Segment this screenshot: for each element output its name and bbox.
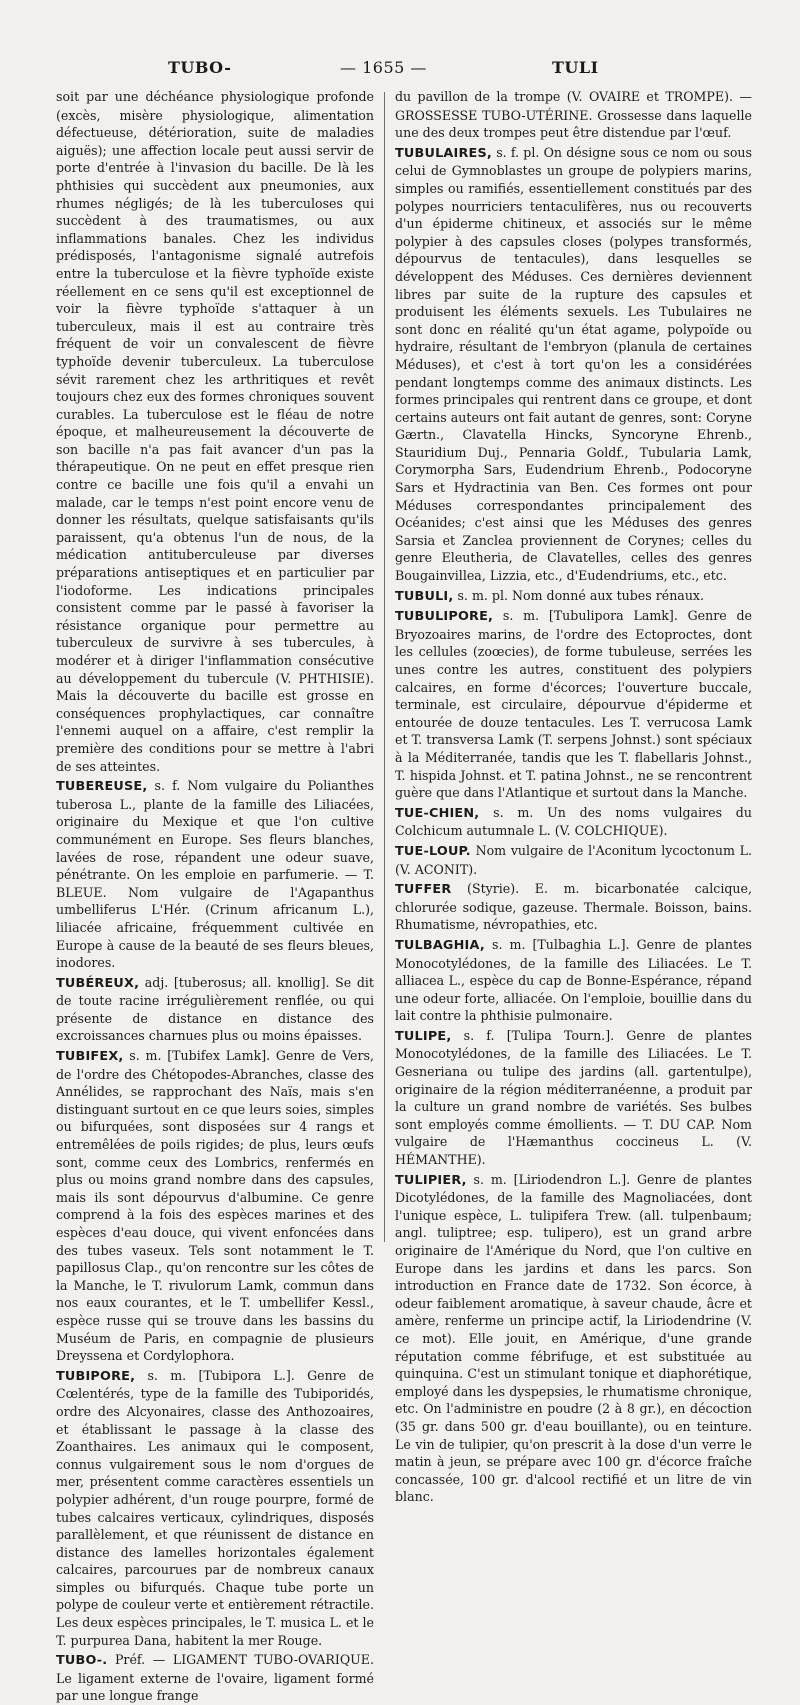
entry-text: s. m. [Liriodendron L.]. Genre de plantes Dicotylédones, de la famille des Magnoliacées, dont l'unique espèce, L. tulipifera Trew. (all. tulpenbaum; angl. tuliptree; esp. tulipero), est un grand arbre originaire de l'Amérique du Nord, que l'on cultive en Europe dans les jardins et dans les parcs. Son introduction en France date de 1732. Son écorce, à odeur faiblement aromatique, à saveur chaude, âcre et amère, renferme un principe actif, la Liriodendrine (V. ce mot). Elle jouit, en Amérique, d'une grande réputation comme fébrifuge, et est substituée au quinquina. C'est un stimulant tonique et diaphorétique, employé dans les dyspepsies, le rhumatisme chronique, etc. On l'administre en poudre (2 à 8 gr.), en décoction (35 gr. dans 500 gr. d'eau bouillante), ou en teinture. Le vin de tulipier, qu'on prescrit à la dose d'un verre le matin à jeun, se prépare avec 100 gr. d'écorce fraîche concassée, 100 gr. d'alcool rectifié et un litre de vin blanc.	[395, 1171, 752, 1505]
entry-text: adj. [tuberosus; all. knollig]. Se dit de toute racine irrégulièrement renflée, ou qui présente de distance en distance des excroissances charnues plus ou moins épaisses.	[56, 974, 374, 1044]
entry-text: du pavillon de la trompe (V. OVAIRE et TROMPE). — GROSSESSE TUBO-UTÉRINE. Grossesse dans laquelle une des deux trompes peut être distendue par l'œuf.	[395, 89, 752, 141]
entry-text: s. m. [Tulbaghia L.]. Genre de plantes Monocotylédones, de la famille des Liliacées. Le T. alliacea L., espèce du cap de Bonne-Espérance, répand une odeur forte, alliacée. On l'emploie, bouillie dans du lait contre la phthisie pulmonaire.	[395, 936, 752, 1024]
header-right-guideword: TULI	[552, 58, 599, 77]
entry-headword: TUBULAIRES,	[395, 145, 492, 161]
entry-text: s. f. pl. On désigne sous ce nom ou sous celui de Gymnoblastes un groupe de polypiers marins, simples ou ramifiés, essentiellement constitués par des polypes nourriciers tentaculifères, nus ou recouverts d'un épiderme chitineux, et associés sur le même polypier à des capsules closes (polypes transformés, dépourvus de tentacules), dans lesquelles se développent des Méduses. Ces dernières deviennent libres par suite de la rupture des capsules et produisent les éléments sexuels. Les Tubulaires ne sont donc en réalité qu'un état agame, polypoïde ou hydraire, résultant de l'embryon (planula de certaines Méduses), et c'est à tort qu'on les a considérées pendant longtemps comme des animaux distincts. Les formes principales qui rentrent dans ce groupe, et dont certains auteurs ont fait autant de genres, sont: Coryne Gærtn., Clavatella Hincks, Syncoryne Ehrenb., Stauridium Duj., Pennaria Goldf., Tubularia Lamk, Corymorpha Sars, Eudendrium Ehrenb., Podocoryne Sars et Hydractinia van Ben. Ces formes ont pour Méduses correspondantes principalement des Océanides; c'est ainsi que les Méduses des genres Sarsia et Zanclea proviennent de Corynes; celles du genre Eleutheria, de Clavatelles, celles des genres Bougainvillea, Lizzia, etc., d'Eudendriums, etc., etc.	[395, 144, 752, 584]
entry-headword: TUFFER	[395, 882, 452, 898]
entry-tulbaghia	[395, 936, 752, 1025]
entry-tue-chien	[395, 804, 752, 840]
entry-text: Nom vulgaire de l'Aconitum lycoctonum L. (V. ACONIT).	[395, 842, 752, 877]
entry-text: s. m. [Tubifex Lamk]. Genre de Vers, de l'ordre des Chétopodes-Abranches, classe des Annélides, se rapprochant des Naïs, mais s'en distinguant surtout en ce que leurs soies, simples ou bifurquées, sont disposées sur 4 rangs et entremêlées de poils rigides; de plus, leurs œufs sont, comme ceux des Lombrics, renfermés en plus ou moins grand nombre dans des capsules, mais ils sont dépourvus d'albumine. Ce genre comprend à la fois des espèces marines et des espèces d'eau douce, qui vivent enfoncées dans des tubes vaseux. Tels sont notamment le T. papillosus Clap., qu'on rencontre sur les côtes de la Manche, le T. rivulorum Lamk, commun dans nos eaux courantes, et le T. umbellifer Kessl., espèce russe qui se trouve dans les bassins du Muséum de Paris, en compagnie de plusieurs Dreyssena et Cordylophora.	[56, 1048, 374, 1364]
entry-tubifex	[56, 1047, 374, 1365]
entry-tubereux	[56, 974, 374, 1045]
entry-text: soit par une déchéance physiologique profonde (excès, misère physiologique, alimentation défectueuse, détérioration, suite de maladies aiguës); une affection locale peut aussi servir de porte d'entrée à l'invasion du bacille. De là les phthisies qui succèdent aux pneumonies, aux rhumes négligés; de là les tuberculoses qui succèdent à des traumatismes, ou aux inflammations banales. Chez les individus prédisposés, l'antagonisme signalé autrefois entre la tuberculose et la fièvre typhoïde existe réellement en ce sens qu'il est exceptionnel de voir la fièvre typhoïde s'attaquer à un tuberculeux, mais il est au contraire très fréquent de voir un convalescent de fièvre typhoïde devenir tuberculeux. La tuberculose sévit rarement chez les arthritiques et revêt toujours chez eux des formes chroniques souvent curables. La tuberculose est le fléau de notre époque, et malheureusement la découverte de son bacille n'a pas fait avancer d'un pas la thérapeutique. On ne peut en effet presque rien contre ce bacille une fois qu'il a envahi un malade, car le temps n'est point encore venu de donner les résultats, quelque satisfaisants qu'ils paraissent, qu'a obtenus l'un de nous, de la médication antituberculeuse par diverses préparations antiseptiques et en particulier par l'iodoforme. Les indications principales consistent comme par le passé à favoriser la résistance organique pour permettre au tuberculeux de survivre à ses tubercules, à modérer et à diriger l'inflammation consécutive au développement du tubercule (V. PHTHISIE). Mais la découverte du bacille est grosse en conséquences prophylactiques, car connaître l'ennemi auquel on a affaire, c'est remplir la première des conditions pour se mettre à l'abri de ses atteintes.	[56, 89, 374, 774]
page-number: — 1655 —	[340, 58, 427, 77]
entry-text: s. f. [Tulipa Tourn.]. Genre de plantes Monocotylédones, de la famille des Liliacées. Le T. Gesneriana ou tulipe des jardins (all. gartentulpe), originaire de la région méditerranéenne, a produit par la culture un grand nombre de variétés. Ses bulbes sont employés comme émollients. — T. DU CAP. Nom vulgaire de l'Hæmanthus coccineus L. (V. HÉMANTHE).	[395, 1027, 752, 1168]
right-column	[395, 86, 752, 1505]
entry-headword: TUBULIPORE,	[395, 609, 494, 625]
entry-tubereuse	[56, 777, 374, 972]
entry-tubipore	[56, 1367, 374, 1650]
entry-headword: TUE-LOUP.	[395, 843, 471, 859]
entry-tubulipore	[395, 607, 752, 802]
entry-headword: TUBEREUSE,	[56, 779, 148, 795]
entry-text: Préf. — LIGAMENT TUBO-OVARIQUE. Le ligament externe de l'ovaire, ligament formé par une longue frange	[56, 1652, 374, 1704]
entry-headword: TUE-CHIEN,	[395, 805, 480, 821]
entry-headword: TUBÉREUX,	[56, 975, 140, 991]
entry-tubulaires	[395, 144, 752, 585]
entry-text: s. m. [Tubulipora Lamk]. Genre de Bryozoaires marins, de l'ordre des Ectoproctes, dont les cellules (zoœcies), de forme tubuleuse, serrées les unes contre les autres, constituent des polypiers calcaires, en forme d'écorces; l'ouverture buccale, terminale, est circulaire, dépourvue d'épiderme et entourée de douze tentacules. Les T. verrucosa Lamk et T. transversa Lamk (T. serpens Johnst.) sont spéciaux à la Méditerranée, tandis que les T. flabellaris Johnst., T. hispida Johnst. et T. patina Johnst., ne se rencontrent guère que dans l'Atlantique et surtout dans la Manche.	[395, 608, 752, 801]
left-column	[56, 86, 374, 1704]
entry-headword: TUBIPORE,	[56, 1368, 136, 1384]
running-header	[0, 58, 800, 82]
entry-headword: TULBAGHIA,	[395, 937, 485, 953]
entry-headword: TULIPE,	[395, 1028, 452, 1044]
column-divider	[384, 92, 385, 1242]
entry-tulipe	[395, 1027, 752, 1169]
entry-tulipier	[395, 1171, 752, 1506]
entry-text: s. m. pl. Nom donné aux tubes rénaux.	[457, 587, 705, 603]
entry-headword: TULIPIER,	[395, 1172, 467, 1188]
entry-headword: TUBO-.	[56, 1653, 108, 1669]
entry-text: (Styrie). E. m. bicarbonatée calcique, chlorurée sodique, gazeuse. Thermale. Boisson, bains. Rhumatisme, névropathies, etc.	[395, 881, 752, 933]
entry-tuffer	[395, 880, 752, 934]
entry-tubuli	[395, 587, 752, 606]
entry-text: s. m. [Tubipora L.]. Genre de Cœlentérés, type de la famille des Tubiporidés, ordre des Alcyonaires, classe des Anthozoaires, et établissant le passage à la classe des Zoanthaires. Les animaux qui le composent, connus vulgairement sous le nom d'orgues de mer, présentent comme caractères essentiels un polypier adhérent, d'un rouge pourpre, formé de tubes calcaires verticaux, cylindriques, disposés parallèlement, et que réunissent de distance en distance des lamelles horizontales également calcaires, parcourues par de nombreux canaux simples ou bifurqués. Chaque tube porte un polype de couleur verte et entièrement rétractile. Les deux espèces principales, le T. musica L. et le T. purpurea Dana, habitent la mer Rouge.	[56, 1367, 374, 1648]
entry-headword: TUBIFEX,	[56, 1049, 124, 1065]
entry-continuation	[395, 88, 752, 142]
entry-text: s. m. Un des noms vulgaires du Colchicum autumnale L. (V. COLCHIQUE).	[395, 804, 752, 839]
entry-text: s. f. Nom vulgaire du Polianthes tuberosa L., plante de la famille des Liliacées, originaire du Mexique et que l'on cultive communément en Europe. Ses fleurs blanches, lavées de rose, répandent une odeur suave, pénétrante. On les emploie en parfumerie. — T. BLEUE. Nom vulgaire de l'Agapanthus umbelliferus L'Hér. (Crinum africanum L.), liliacée africaine, fréquemment cultivée en Europe à cause de la beauté de ses fleurs bleues, inodores.	[56, 778, 374, 971]
header-left-guideword: TUBO-	[168, 58, 232, 77]
entry-headword: TUBULI,	[395, 588, 454, 604]
entry-tubo	[56, 1651, 374, 1705]
entry-continuation	[56, 88, 374, 775]
entry-tue-loup	[395, 842, 752, 878]
